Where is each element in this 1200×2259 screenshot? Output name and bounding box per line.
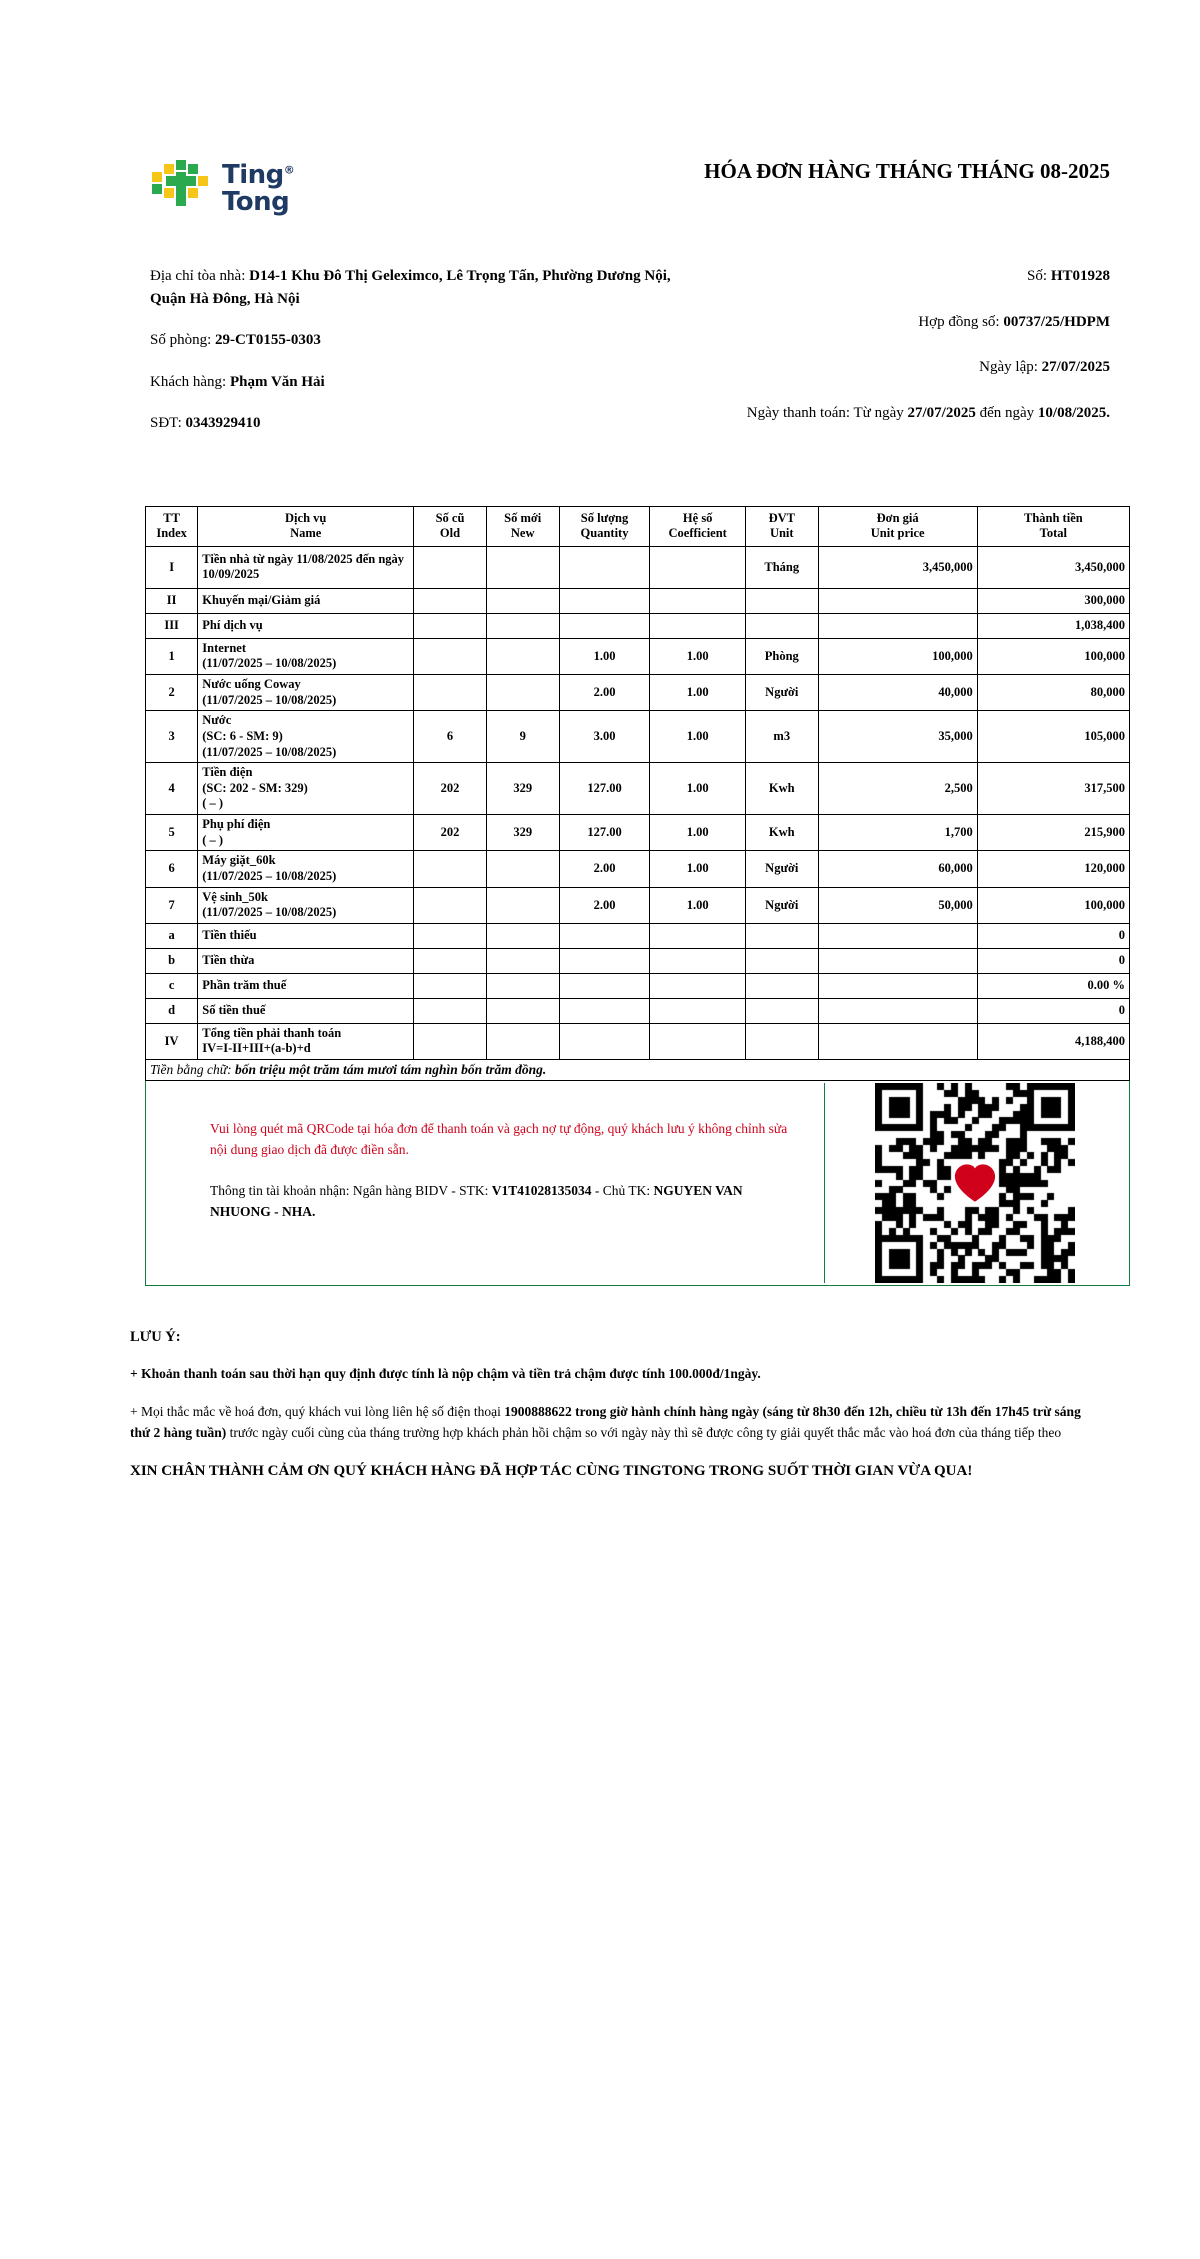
col-coefficient: Hệ số Coefficient bbox=[650, 506, 745, 546]
cell-coefficient: 1.00 bbox=[650, 887, 745, 923]
room-number-label: Số phòng: bbox=[150, 332, 212, 348]
cell-old bbox=[414, 1023, 487, 1059]
cell-unit: Người bbox=[745, 851, 818, 887]
table-row bbox=[146, 613, 1130, 638]
cell-quantity bbox=[559, 613, 650, 638]
cell-total: 100,000 bbox=[977, 638, 1129, 674]
payment-info-cell bbox=[146, 1081, 1130, 1286]
table-row bbox=[146, 887, 1130, 923]
cell-new bbox=[486, 998, 559, 1023]
building-address-value: D14-1 Khu Đô Thị Geleximco, Lê Trọng Tấn, Phường Dương Nội, Quận Hà Đông, Hà Nội bbox=[150, 268, 671, 307]
cell-unit-price: 3,450,000 bbox=[818, 546, 977, 588]
invoice-header bbox=[0, 0, 1200, 220]
table-row bbox=[146, 763, 1130, 815]
cell-quantity: 2.00 bbox=[559, 887, 650, 923]
bank-account-number: V1T41028135034 bbox=[491, 1182, 592, 1198]
payment-info-inner bbox=[150, 1083, 1125, 1283]
cell-service-name: Tiền thừa bbox=[198, 948, 414, 973]
cell-quantity bbox=[559, 546, 650, 588]
col-unit: ĐVT Unit bbox=[745, 506, 818, 546]
cell-quantity bbox=[559, 973, 650, 998]
cell-quantity: 1.00 bbox=[559, 638, 650, 674]
invoice-table-foot bbox=[146, 1060, 1130, 1286]
note-late-payment bbox=[130, 1363, 1090, 1385]
cell-old bbox=[414, 973, 487, 998]
table-row bbox=[146, 948, 1130, 973]
invoice-number-label: Số: bbox=[1027, 268, 1048, 284]
qr-warning-text: Vui lòng quét mã QRCode tại hóa đơn để thanh toán và gạch nợ tự động, quý khách lưu ý không chỉnh sửa nội dung giao dịch đã được điền sẵn. bbox=[210, 1121, 788, 1157]
cell-old bbox=[414, 638, 487, 674]
cell-new bbox=[486, 613, 559, 638]
cell-new bbox=[486, 923, 559, 948]
table-row bbox=[146, 998, 1130, 1023]
cell-service-name: Tiền điện (SC: 202 - SM: 329) ( – ) bbox=[198, 763, 414, 815]
cell-unit: Kwh bbox=[745, 763, 818, 815]
phone-label: SĐT: bbox=[150, 415, 182, 431]
qr-code-cell bbox=[824, 1083, 1125, 1283]
cell-service-name: Khuyến mại/Giảm giá bbox=[198, 588, 414, 613]
bank-account-line bbox=[210, 1181, 802, 1223]
customer-value: Phạm Văn Hải bbox=[229, 373, 325, 390]
cell-service-name: Tiền thiếu bbox=[198, 923, 414, 948]
cell-unit-price: 1,700 bbox=[818, 815, 977, 851]
table-row bbox=[146, 711, 1130, 763]
cell-new bbox=[486, 948, 559, 973]
cell-old bbox=[414, 546, 487, 588]
cell-total: 317,500 bbox=[977, 763, 1129, 815]
cell-old bbox=[414, 948, 487, 973]
cell-old bbox=[414, 998, 487, 1023]
building-address-line bbox=[150, 265, 710, 310]
cell-unit: Tháng bbox=[745, 546, 818, 588]
cell-new: 9 bbox=[486, 711, 559, 763]
cell-quantity bbox=[559, 948, 650, 973]
phone-value: 0343929410 bbox=[185, 415, 261, 431]
col-name: Dịch vụ Name bbox=[198, 506, 414, 546]
cell-quantity: 127.00 bbox=[559, 763, 650, 815]
cell-index: a bbox=[146, 923, 198, 948]
meta-left-column bbox=[150, 265, 710, 454]
cell-old bbox=[414, 675, 487, 711]
cell-unit-price bbox=[818, 1023, 977, 1059]
cell-old bbox=[414, 851, 487, 887]
cell-new bbox=[486, 1023, 559, 1059]
cell-old bbox=[414, 613, 487, 638]
cell-total: 4,188,400 bbox=[977, 1023, 1129, 1059]
cell-coefficient: 1.00 bbox=[650, 675, 745, 711]
cell-quantity: 2.00 bbox=[559, 675, 650, 711]
cell-index: II bbox=[146, 588, 198, 613]
cell-service-name: Phần trăm thuế bbox=[198, 973, 414, 998]
room-number-line bbox=[150, 329, 710, 352]
cell-index: 4 bbox=[146, 763, 198, 815]
brand-logo bbox=[150, 150, 400, 220]
invoice-meta bbox=[0, 220, 1200, 454]
cell-old bbox=[414, 887, 487, 923]
bank-account-label: Thông tin tài khoản nhận: Ngân hàng BIDV - STK: bbox=[210, 1182, 489, 1198]
cell-new bbox=[486, 588, 559, 613]
tingtong-logo-icon bbox=[150, 158, 212, 220]
building-address-label: Địa chỉ tòa nhà: bbox=[150, 268, 246, 284]
cell-service-name: Nước (SC: 6 - SM: 9) (11/07/2025 – 10/08/2025) bbox=[198, 711, 414, 763]
payment-period-label: Ngày thanh toán: Từ ngày bbox=[746, 404, 904, 421]
cell-coefficient bbox=[650, 546, 745, 588]
cell-total: 0 bbox=[977, 998, 1129, 1023]
amount-in-words-value: bốn triệu một trăm tám mươi tám nghìn bốn trăm đồng. bbox=[234, 1062, 547, 1077]
meta-right-column bbox=[710, 265, 1130, 454]
thanks-message: XIN CHÂN THÀNH CẢM ƠN QUÝ KHÁCH HÀNG ĐÃ HỢP TÁC CÙNG TINGTONG TRONG SUỐT THỜI GIAN VỪA QUA! bbox=[130, 1462, 973, 1479]
cell-service-name: Tổng tiền phải thanh toán IV=I-II+III+(a-b)+d bbox=[198, 1023, 414, 1059]
cell-unit bbox=[745, 613, 818, 638]
cell-quantity bbox=[559, 588, 650, 613]
cell-unit-price: 2,500 bbox=[818, 763, 977, 815]
cell-index: 1 bbox=[146, 638, 198, 674]
page-title: HÓA ĐƠN HÀNG THÁNG THÁNG 08-2025 bbox=[704, 159, 1110, 183]
cell-new: 329 bbox=[486, 815, 559, 851]
cell-service-name: Tiền nhà từ ngày 11/08/2025 đến ngày 10/09/2025 bbox=[198, 546, 414, 588]
table-row bbox=[146, 638, 1130, 674]
cell-unit bbox=[745, 948, 818, 973]
col-index: TT Index bbox=[146, 506, 198, 546]
cell-index: d bbox=[146, 998, 198, 1023]
cell-total: 0.00 % bbox=[977, 973, 1129, 998]
issue-date-value: 27/07/2025 bbox=[1041, 359, 1110, 375]
room-number-value: 29-CT0155-0303 bbox=[215, 332, 321, 348]
table-row bbox=[146, 923, 1130, 948]
cell-coefficient: 1.00 bbox=[650, 711, 745, 763]
payment-period-line bbox=[710, 402, 1110, 425]
cell-new bbox=[486, 887, 559, 923]
registered-mark: ® bbox=[283, 163, 295, 177]
cell-coefficient bbox=[650, 948, 745, 973]
invoice-number-line bbox=[710, 265, 1110, 288]
cell-old: 202 bbox=[414, 763, 487, 815]
contract-number-value: 00737/25/HDPM bbox=[1003, 313, 1110, 330]
col-quantity: Số lượng Quantity bbox=[559, 506, 650, 546]
cell-index: 5 bbox=[146, 815, 198, 851]
invoice-table-body bbox=[146, 546, 1130, 1059]
cell-service-name: Internet (11/07/2025 – 10/08/2025) bbox=[198, 638, 414, 674]
cell-index: 6 bbox=[146, 851, 198, 887]
payment-period-from: 27/07/2025 bbox=[907, 404, 976, 421]
cell-total: 80,000 bbox=[977, 675, 1129, 711]
cell-unit-price: 35,000 bbox=[818, 711, 977, 763]
cell-new bbox=[486, 675, 559, 711]
table-row bbox=[146, 973, 1130, 998]
cell-unit: Người bbox=[745, 887, 818, 923]
cell-unit-price bbox=[818, 613, 977, 638]
cell-index: c bbox=[146, 973, 198, 998]
cell-index: III bbox=[146, 613, 198, 638]
note-late-payment-text: + Khoản thanh toán sau thời hạn quy định được tính là nộp chậm và tiền trả chậm được tính bbox=[130, 1366, 666, 1382]
cell-total: 3,450,000 bbox=[977, 546, 1129, 588]
cell-coefficient: 1.00 bbox=[650, 638, 745, 674]
invoice-table bbox=[145, 506, 1130, 1287]
cell-unit-price: 50,000 bbox=[818, 887, 977, 923]
table-row bbox=[146, 815, 1130, 851]
cell-new bbox=[486, 546, 559, 588]
cell-unit bbox=[745, 973, 818, 998]
cell-index: IV bbox=[146, 1023, 198, 1059]
bank-account-mid: - Chủ TK: bbox=[594, 1182, 651, 1198]
cell-coefficient bbox=[650, 923, 745, 948]
cell-old bbox=[414, 923, 487, 948]
amount-in-words-row bbox=[146, 1060, 1130, 1081]
cell-index: I bbox=[146, 546, 198, 588]
payment-period-to: 10/08/2025. bbox=[1037, 404, 1110, 421]
col-old: Số cũ Old bbox=[414, 506, 487, 546]
note-late-payment-amount: 100.000đ/1ngày. bbox=[668, 1366, 761, 1382]
cell-unit bbox=[745, 588, 818, 613]
table-row bbox=[146, 851, 1130, 887]
cell-index: 2 bbox=[146, 675, 198, 711]
issue-date-line bbox=[710, 356, 1110, 379]
cell-quantity bbox=[559, 1023, 650, 1059]
cell-unit-price bbox=[818, 923, 977, 948]
cell-service-name: Nước uống Coway (11/07/2025 – 10/08/2025) bbox=[198, 675, 414, 711]
cell-unit-price: 40,000 bbox=[818, 675, 977, 711]
payment-info-row bbox=[146, 1081, 1130, 1286]
amount-in-words-label: Tiền bằng chữ: bbox=[150, 1062, 232, 1077]
cell-index: 3 bbox=[146, 711, 198, 763]
cell-total: 100,000 bbox=[977, 887, 1129, 923]
brand-name-line2: Tong bbox=[222, 187, 290, 217]
cell-unit-price bbox=[818, 948, 977, 973]
cell-unit: m3 bbox=[745, 711, 818, 763]
cell-total: 120,000 bbox=[977, 851, 1129, 887]
cell-coefficient bbox=[650, 613, 745, 638]
cell-total: 215,900 bbox=[977, 815, 1129, 851]
cell-quantity bbox=[559, 923, 650, 948]
cell-service-name: Số tiền thuế bbox=[198, 998, 414, 1023]
cell-new bbox=[486, 638, 559, 674]
cell-coefficient: 1.00 bbox=[650, 851, 745, 887]
col-new: Số mới New bbox=[486, 506, 559, 546]
cell-unit bbox=[745, 1023, 818, 1059]
invoice-table-head bbox=[146, 506, 1130, 546]
brand-wordmark bbox=[222, 159, 295, 217]
note-support-text-a: + Mọi thắc mắc về hoá đơn, quý khách vui lòng liên hệ số điện thoại bbox=[130, 1403, 501, 1419]
cell-total: 300,000 bbox=[977, 588, 1129, 613]
payment-text-block bbox=[150, 1083, 824, 1283]
col-unit-price: Đơn giá Unit price bbox=[818, 506, 977, 546]
contract-number-label: Hợp đồng số: bbox=[918, 313, 1000, 330]
qr-code[interactable] bbox=[875, 1083, 1075, 1283]
cell-coefficient bbox=[650, 1023, 745, 1059]
contract-number-line bbox=[710, 311, 1110, 334]
phone-line bbox=[150, 412, 710, 435]
col-total: Thành tiền Total bbox=[977, 506, 1129, 546]
cell-total: 105,000 bbox=[977, 711, 1129, 763]
payment-period-label2: đến ngày bbox=[979, 404, 1035, 421]
cell-coefficient bbox=[650, 998, 745, 1023]
cell-unit-price: 100,000 bbox=[818, 638, 977, 674]
cell-quantity bbox=[559, 998, 650, 1023]
cell-unit-price bbox=[818, 588, 977, 613]
cell-unit: Người bbox=[745, 675, 818, 711]
amount-in-words-cell bbox=[146, 1060, 1130, 1081]
cell-index: 7 bbox=[146, 887, 198, 923]
cell-old: 202 bbox=[414, 815, 487, 851]
cell-coefficient bbox=[650, 588, 745, 613]
cell-service-name: Vệ sinh_50k (11/07/2025 – 10/08/2025) bbox=[198, 887, 414, 923]
cell-unit bbox=[745, 923, 818, 948]
cell-quantity: 127.00 bbox=[559, 815, 650, 851]
cell-total: 0 bbox=[977, 923, 1129, 948]
cell-service-name: Phí dịch vụ bbox=[198, 613, 414, 638]
invoice-table-wrapper bbox=[0, 454, 1200, 1287]
cell-new: 329 bbox=[486, 763, 559, 815]
issue-date-label: Ngày lập: bbox=[979, 359, 1038, 375]
table-row bbox=[146, 546, 1130, 588]
note-support bbox=[130, 1401, 1090, 1444]
cell-new bbox=[486, 851, 559, 887]
customer-line bbox=[150, 371, 710, 394]
note-support-hotline: 1900888622 trong giờ hành chính hàng ngày (sáng từ 8h30 đến 12h, chiều từ 13h đến 17h45 trừ sáng thứ 2 hàng tuần) bbox=[130, 1403, 1081, 1441]
table-row bbox=[146, 1023, 1130, 1059]
table-row bbox=[146, 675, 1130, 711]
cell-service-name: Máy giặt_60k (11/07/2025 – 10/08/2025) bbox=[198, 851, 414, 887]
cell-coefficient bbox=[650, 973, 745, 998]
cell-unit-price bbox=[818, 973, 977, 998]
cell-unit-price: 60,000 bbox=[818, 851, 977, 887]
cell-coefficient: 1.00 bbox=[650, 815, 745, 851]
invoice-number-value: HT01928 bbox=[1050, 268, 1110, 284]
cell-unit: Kwh bbox=[745, 815, 818, 851]
heart-icon bbox=[952, 1160, 998, 1206]
cell-quantity: 3.00 bbox=[559, 711, 650, 763]
cell-new bbox=[486, 973, 559, 998]
bank-account-holder: NGUYEN VAN NHUONG - NHA. bbox=[210, 1182, 743, 1219]
invoice-notes bbox=[0, 1286, 1200, 1482]
cell-quantity: 2.00 bbox=[559, 851, 650, 887]
cell-unit bbox=[745, 998, 818, 1023]
cell-coefficient: 1.00 bbox=[650, 763, 745, 815]
customer-label: Khách hàng: bbox=[150, 373, 227, 390]
cell-total: 1,038,400 bbox=[977, 613, 1129, 638]
table-header-row bbox=[146, 506, 1130, 546]
cell-old bbox=[414, 588, 487, 613]
note-support-text-b: trước ngày cuối cùng của tháng trường hợp khách phản hồi chậm so với ngày này thì sẽ được công ty giải quyết thắc mắc vào hoá đơn của tháng tiếp theo bbox=[229, 1425, 1062, 1441]
cell-old: 6 bbox=[414, 711, 487, 763]
cell-unit: Phòng bbox=[745, 638, 818, 674]
notes-title: LƯU Ý: bbox=[130, 1329, 181, 1345]
table-row bbox=[146, 588, 1130, 613]
cell-total: 0 bbox=[977, 948, 1129, 973]
cell-service-name: Phụ phí điện ( – ) bbox=[198, 815, 414, 851]
cell-unit-price bbox=[818, 998, 977, 1023]
brand-name-line1: Ting bbox=[222, 159, 284, 190]
cell-index: b bbox=[146, 948, 198, 973]
